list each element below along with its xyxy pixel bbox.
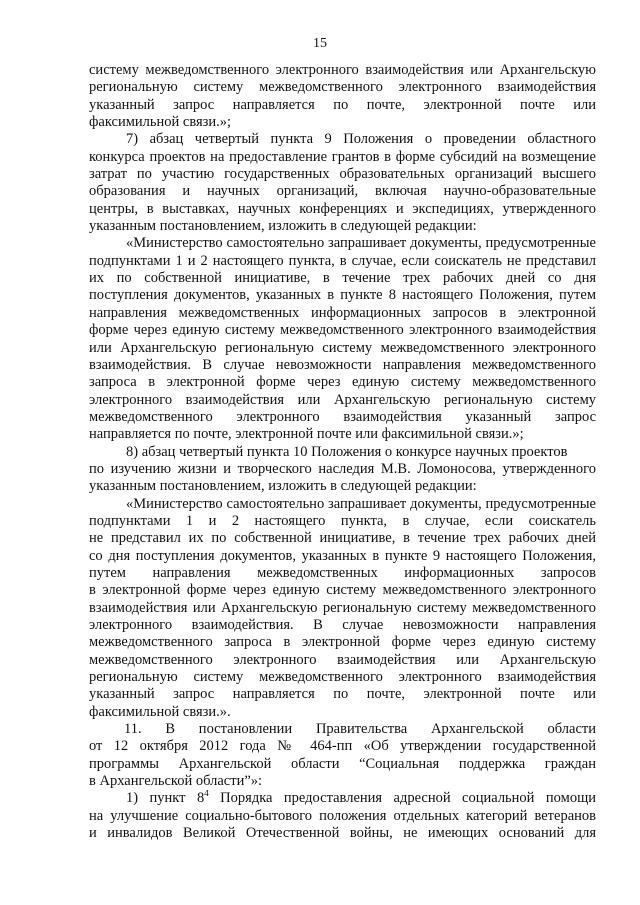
text-line — [89, 374, 596, 391]
text-line — [89, 183, 596, 200]
text-line-content: факсимильной связи.». — [89, 703, 231, 720]
text-line — [89, 79, 596, 96]
text-line-content: указанным постановлением, изложить в следующей редакции: — [89, 478, 477, 495]
text-line-content: межведомственного электронного взаимодействия указанный запрос — [89, 408, 596, 425]
text-line-content: со дня поступления документов, указанных в пункте 9 настоящего Положения, — [89, 547, 596, 564]
text-line — [89, 444, 596, 461]
text-line — [89, 530, 596, 547]
text-line — [89, 340, 596, 357]
text-line-content: подпунктами 1 и 2 настоящего пункта, в случае, если соискатель — [89, 512, 596, 529]
text-line-content: 8) абзац четвертый пункта 10 Положения о конкурсе научных проектов — [126, 443, 568, 460]
text-line-content: указанным постановлением, изложить в следующей редакции: — [89, 218, 477, 235]
text-line — [89, 548, 596, 565]
text-line — [89, 756, 596, 773]
text-line — [89, 201, 596, 218]
text-line — [89, 565, 596, 582]
text-line — [89, 808, 596, 825]
text-line — [89, 582, 596, 599]
text-line-content: и инвалидов Великой Отечественной войны, не имеющих оснований для — [89, 825, 596, 842]
text-line-content: в электронной форме через единую систему межведомственного электронного — [89, 582, 596, 599]
text-line — [89, 166, 596, 183]
text-line — [89, 652, 596, 669]
text-line-content: запроса в электронной форме через единую систему межведомственного — [89, 374, 596, 391]
text-line-content: региональную систему межведомственного электронного взаимодействия — [89, 79, 596, 96]
text-line — [89, 617, 596, 634]
text-line-content: факсимильной связи.»; — [89, 114, 232, 131]
text-line — [89, 686, 596, 703]
text-line-content: межведомственного запроса в электронной форме через единую систему — [89, 634, 596, 651]
text-line-continuation: Порядка предоставления адресной социальной помощи — [208, 790, 596, 807]
text-line — [89, 357, 596, 374]
text-line — [89, 669, 596, 686]
text-line — [89, 392, 596, 409]
text-line — [89, 270, 596, 287]
text-line — [89, 62, 596, 79]
text-line-content: направляется по почте, электронной почте или факсимильной связи.»; — [89, 426, 524, 443]
text-line-content: от 12 октября 2012 года № 464-пп «Об утверждении государственной — [89, 738, 596, 755]
text-line-content: путем направления межведомственных информационных запросов — [89, 564, 596, 581]
text-line-content: затрат по участию государственных образовательных организаций высшего — [89, 166, 596, 183]
text-line — [89, 496, 596, 513]
document-body — [89, 62, 596, 842]
text-line — [89, 97, 596, 114]
text-line — [89, 600, 596, 617]
text-line-content: или Архангельскую региональную систему межведомственного электронного — [89, 339, 596, 356]
text-line-content: 1) пункт 8 — [126, 790, 205, 807]
text-line-content: образования и научных организаций, включая научно-образовательные — [89, 183, 596, 200]
text-line — [89, 513, 596, 530]
text-line — [89, 149, 596, 166]
text-line-content: межведомственного электронного взаимодействия или Архангельскую — [89, 651, 596, 668]
text-line — [89, 322, 596, 339]
text-line-content: 7) абзац четвертый пункта 9 Положения о проведении областного — [126, 131, 596, 148]
text-line — [89, 131, 596, 148]
text-line-content: не представил их по собственной инициативе, в течение трех рабочих дней — [89, 530, 596, 547]
text-line-content: «Министерство самостоятельно запрашивает документы, предусмотренные — [126, 235, 596, 252]
text-line — [89, 478, 596, 495]
text-line-content: конкурса проектов на предоставление грантов в форме субсидий на возмещение — [89, 148, 596, 165]
text-line-content: «Министерство самостоятельно запрашивает документы, предусмотренные — [126, 495, 596, 512]
text-line-content: электронного взаимодействия или Архангельскую региональную систему — [89, 391, 596, 408]
text-line — [89, 704, 596, 721]
text-line-content: форме через единую систему межведомственного электронного взаимодействия — [89, 322, 596, 339]
text-line-content: по изучению жизни и творческого наследия М.В. Ломоносова, утвержденного — [89, 460, 596, 477]
text-line-content: указанный запрос направляется по почте, электронной почте или — [89, 96, 596, 113]
text-line-content: направления межведомственных информационных запросов в электронной — [89, 304, 596, 321]
text-line-content: 11. В постановлении Правительства Архангельской области — [124, 721, 596, 738]
text-line — [89, 426, 596, 443]
text-line — [89, 287, 596, 304]
text-line — [89, 305, 596, 322]
text-line — [89, 790, 596, 807]
text-line-content: в Архангельской области”»: — [89, 773, 263, 790]
text-line — [89, 409, 596, 426]
text-line-content: региональную систему межведомственного электронного взаимодействия — [89, 669, 596, 686]
text-line-content: центры, в выставках, научных конференциях и экспедициях, утвержденного — [89, 200, 596, 217]
text-line — [89, 634, 596, 651]
text-line — [89, 721, 596, 738]
text-line-content: их по собственной инициативе, в течение трех рабочих дней со дня — [89, 270, 596, 287]
text-line-content: взаимодействия или Архангельскую региональную систему межведомственного — [89, 599, 596, 616]
page-number: 15 — [313, 36, 327, 51]
text-line-content: подпунктами 1 и 2 настоящего пункта, в случае, если соискатель не представил — [89, 252, 596, 269]
text-line-content: взаимодействия. В случае невозможности направления межведомственного — [89, 356, 596, 373]
text-line — [89, 461, 596, 478]
text-line-content: на улучшение социально-бытового положения отдельных категорий ветеранов — [89, 807, 596, 824]
text-line-content: поступления документов, указанных в пункте 8 настоящего Положения, путем — [89, 287, 596, 304]
text-line-content: указанный запрос направляется по почте, электронной почте или — [89, 686, 596, 703]
text-line — [89, 738, 596, 755]
text-line — [89, 825, 596, 842]
text-line — [89, 114, 596, 131]
text-line-content: систему межведомственного электронного взаимодействия или Архангельскую — [89, 62, 596, 78]
text-line — [89, 253, 596, 270]
text-line — [89, 235, 596, 252]
text-line-content: программы Архангельской области “Социальная поддержка граждан — [89, 755, 596, 772]
superscript: 4 — [204, 790, 209, 799]
text-line-content: электронного взаимодействия. В случае невозможности направления — [89, 617, 596, 633]
text-line — [89, 773, 596, 790]
text-line — [89, 218, 596, 235]
